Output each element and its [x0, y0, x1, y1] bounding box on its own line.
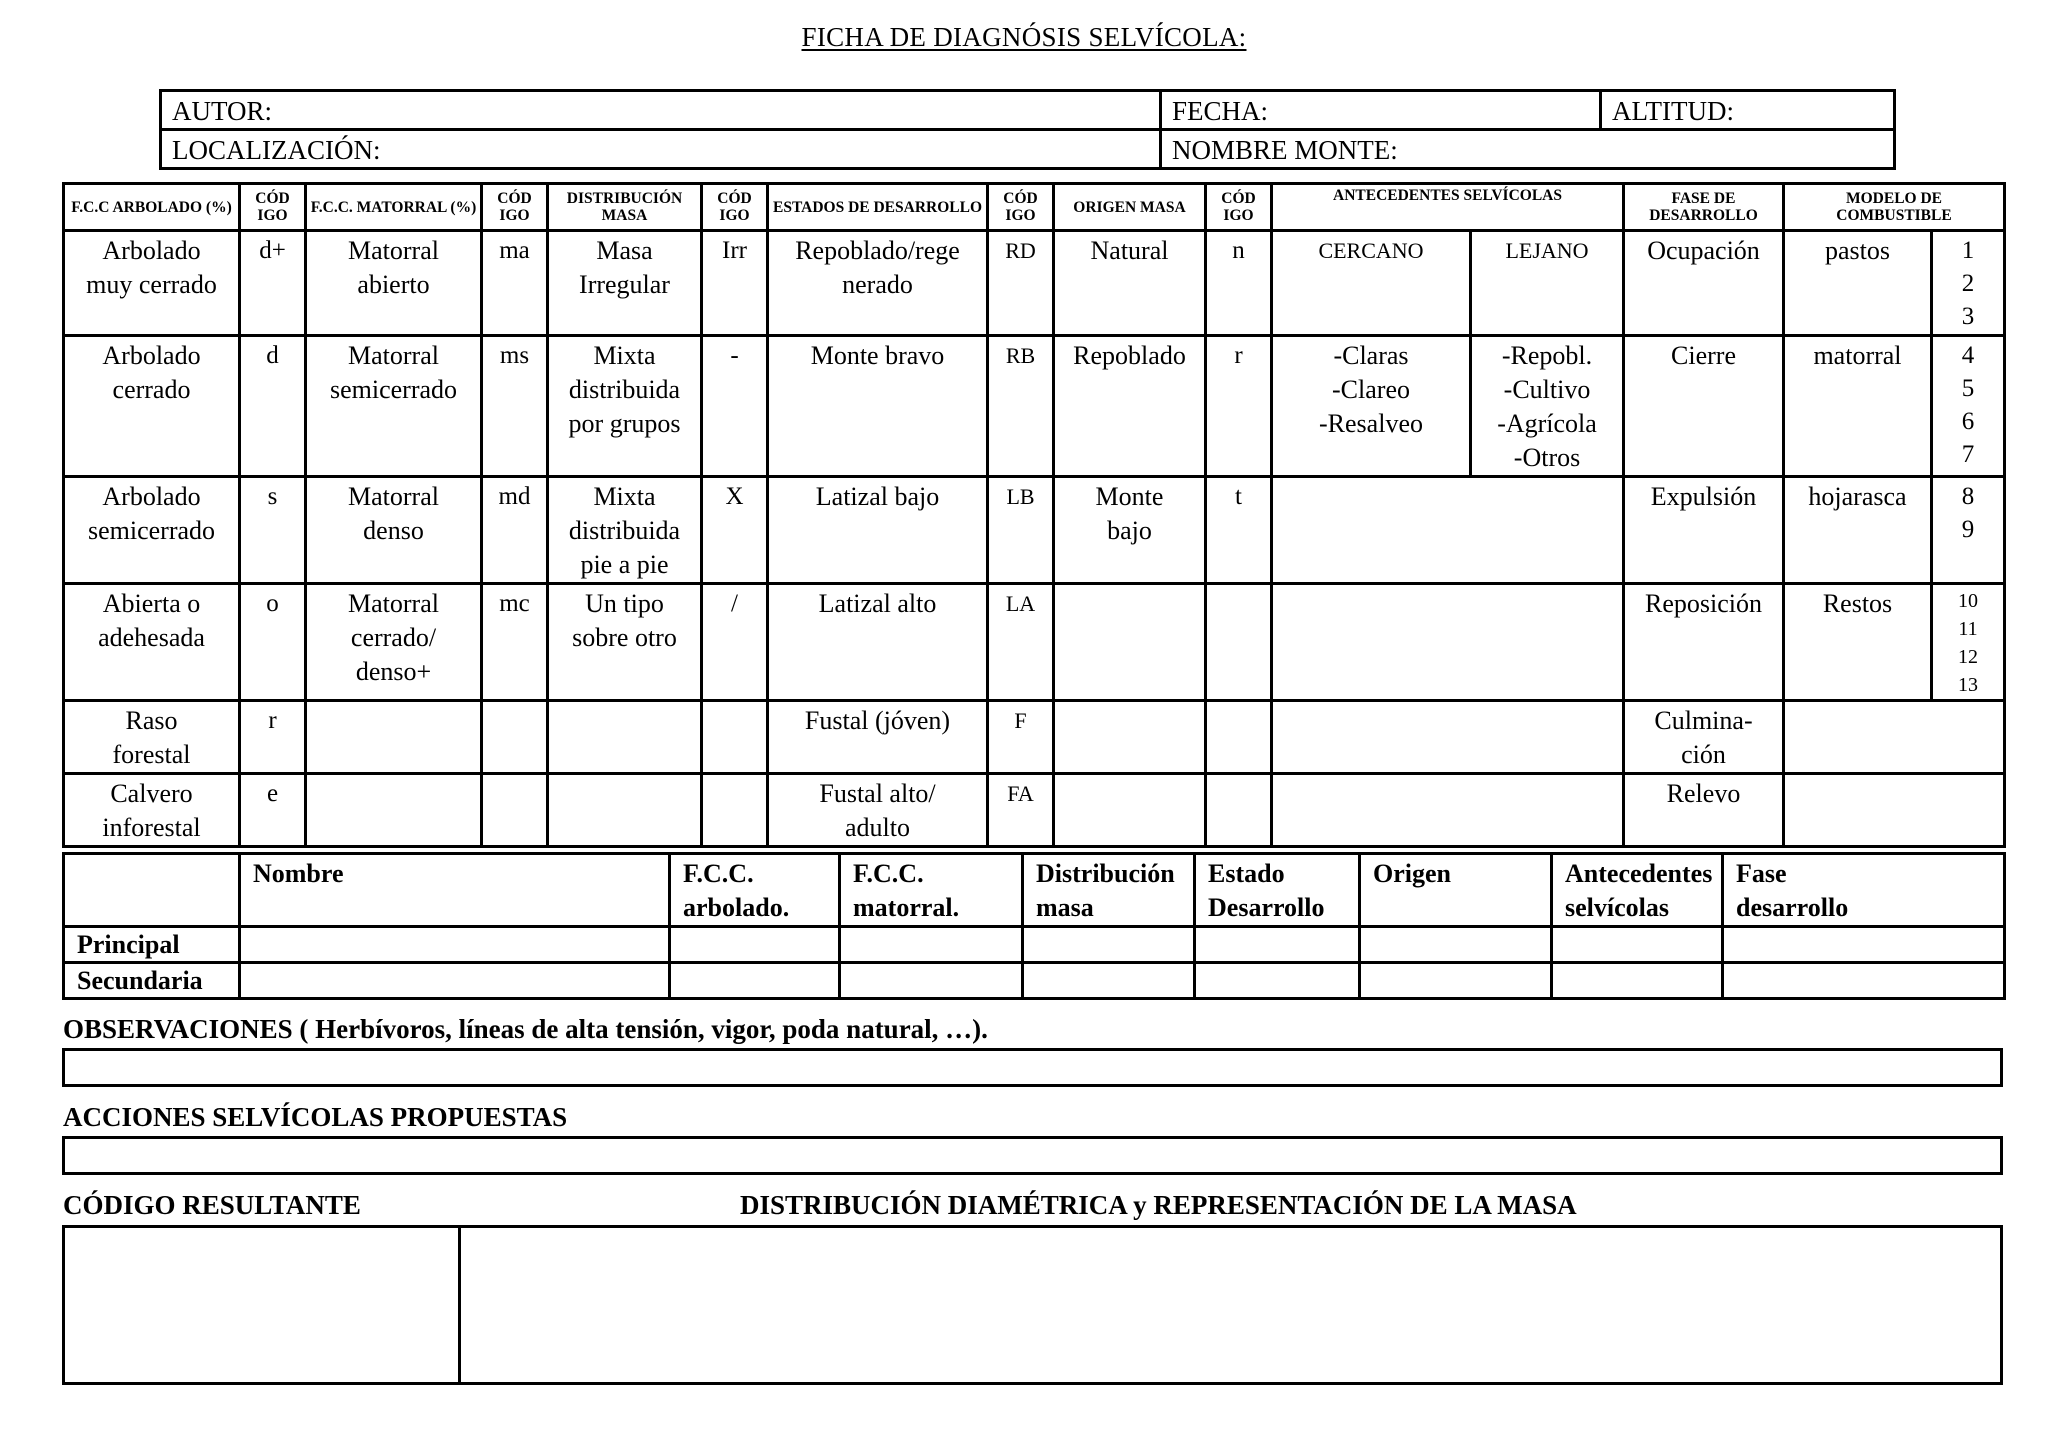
localizacion-field[interactable]: LOCALIZACIÓN:: [161, 130, 1161, 169]
cell-line: pie a pie: [580, 550, 669, 579]
cell-line: Matorral: [348, 341, 439, 370]
species-input-cell[interactable]: [240, 927, 670, 963]
cell-line: Irregular: [579, 270, 670, 299]
form-title: FICHA DE DIAGNÓSIS SELVÍCOLA:: [801, 22, 1247, 52]
modelo-numbers-cell: [1932, 231, 2005, 336]
cell-line: 2: [1961, 270, 1975, 297]
cell-line: Repoblado/rege: [795, 236, 960, 265]
cell-line: denso+: [355, 657, 432, 686]
codigo-cell: ma: [482, 231, 548, 336]
header-antecedentes: ANTECEDENTES SELVÍCOLAS: [1272, 184, 1624, 231]
distribucion-cell: [548, 231, 702, 336]
cell-line: Estado: [1208, 859, 1285, 888]
codigo-cell: -: [702, 336, 768, 477]
arbolado-cell: [64, 701, 240, 774]
cell-line: Abierta o: [102, 589, 201, 618]
cell-line: bajo: [1107, 516, 1152, 545]
cell-line: ción: [1681, 740, 1726, 769]
cell-line: Matorral: [348, 482, 439, 511]
cell-line: 8: [1961, 483, 1975, 510]
antecedentes-cell: [1272, 774, 1624, 847]
species-input-cell[interactable]: [1195, 927, 1360, 963]
distribucion-diametrica-box[interactable]: [458, 1225, 2003, 1385]
cell-line: F.C.C.: [853, 859, 924, 888]
matorral-cell: [306, 584, 482, 701]
observaciones-label: OBSERVACIONES ( Herbívoros, líneas de alta tensión, vigor, poda natural, …).: [63, 1014, 988, 1044]
species-row-label: Secundaria: [64, 963, 240, 999]
codes-table-header: [64, 184, 2005, 231]
codigo-cell: X: [702, 477, 768, 584]
modelo-numbers-cell: [1932, 584, 2005, 701]
codigo-cell: [1206, 701, 1272, 774]
codigo-cell: F: [988, 701, 1054, 774]
codigo-cell: [1206, 774, 1272, 847]
codigo-resultante-label: CÓDIGO RESULTANTE: [63, 1190, 361, 1220]
cell-line: Mixta: [593, 482, 656, 511]
antecedentes-cell: [1272, 477, 1624, 584]
species-header-cell: [670, 854, 840, 927]
header-codigo: CÓD IGO: [1206, 184, 1272, 231]
autor-field[interactable]: AUTOR:: [161, 91, 1161, 130]
species-input-cell[interactable]: [1552, 963, 1723, 999]
cell-line: masa: [1036, 893, 1094, 922]
cell-line: Arbolado: [102, 482, 201, 511]
distribucion-cell: [548, 336, 702, 477]
cell-line: Expulsión: [1650, 482, 1757, 511]
species-header-cell: [840, 854, 1023, 927]
species-row-label: Principal: [64, 927, 240, 963]
estado-cell: [768, 701, 988, 774]
cell-line: Calvero: [110, 779, 193, 808]
cell-line: distribuida: [568, 516, 681, 545]
cell-line: Fustal alto/: [819, 779, 936, 808]
codigo-cell: LA: [988, 584, 1054, 701]
species-table: [62, 852, 2006, 1000]
cell-line: selvícolas: [1565, 893, 1670, 922]
cell-line: Matorral: [348, 589, 439, 618]
cell-line: Monte: [1095, 482, 1164, 511]
species-header-cell: [240, 854, 670, 927]
species-input-cell[interactable]: [840, 963, 1023, 999]
origen-cell: [1054, 336, 1206, 477]
cell-line: Mixta: [593, 341, 656, 370]
cell-line: Reposición: [1645, 589, 1762, 618]
fase-cell: [1624, 701, 1784, 774]
codigo-cell: LB: [988, 477, 1054, 584]
header-fcc-arbolado: F.C.C ARBOLADO (%): [64, 184, 240, 231]
species-input-cell[interactable]: [1360, 963, 1552, 999]
header-origen: ORIGEN MASA: [1054, 184, 1206, 231]
estado-cell: [768, 584, 988, 701]
cell-line: 12: [1958, 646, 1978, 668]
cell-line: Arbolado: [102, 236, 201, 265]
cell-line: matorral.: [853, 893, 960, 922]
arbolado-cell: [64, 774, 240, 847]
codes-table-row: [64, 477, 2005, 584]
modelo-cell: hojarasca: [1784, 477, 1932, 584]
cell-line: F.C.C.: [683, 859, 754, 888]
cell-line: Natural: [1090, 236, 1169, 265]
header-codigo: CÓD IGO: [702, 184, 768, 231]
codigo-cell: RB: [988, 336, 1054, 477]
fecha-field[interactable]: FECHA:: [1161, 91, 1601, 130]
cell-line: denso: [363, 516, 424, 545]
cell-line: semicerrado: [87, 516, 216, 545]
cell-line: Monte bravo: [810, 341, 945, 370]
species-header-row: [64, 854, 2005, 927]
species-input-cell[interactable]: [1723, 963, 2005, 999]
altitud-field[interactable]: ALTITUD:: [1601, 91, 1895, 130]
cell-line: inforestal: [102, 813, 201, 842]
cell-line: forestal: [112, 740, 191, 769]
origen-cell: [1054, 231, 1206, 336]
cell-line: -Resalveo: [1319, 409, 1423, 438]
species-header-cell: [1723, 854, 2005, 927]
fase-cell: [1624, 336, 1784, 477]
header-estados: ESTADOS DE DESARROLLO: [768, 184, 988, 231]
cell-line: 5: [1961, 375, 1975, 402]
cell-line: Fustal (jóven): [804, 706, 951, 735]
acciones-label: ACCIONES SELVÍCOLAS PROPUESTAS: [63, 1102, 568, 1132]
estado-cell: [768, 477, 988, 584]
antecedentes-cell: [1272, 584, 1624, 701]
cell-line: arbolado.: [683, 893, 790, 922]
matorral-cell: [306, 336, 482, 477]
codigo-cell: o: [240, 584, 306, 701]
species-header-cell: [1552, 854, 1723, 927]
cell-line: Repoblado: [1073, 341, 1186, 370]
codes-table-row: [64, 584, 2005, 701]
matorral-cell: [306, 477, 482, 584]
cell-line: Un tipo: [585, 589, 664, 618]
codigo-cell: Irr: [702, 231, 768, 336]
cell-line: Raso: [125, 706, 178, 735]
fase-cell: [1624, 231, 1784, 336]
codigo-cell: md: [482, 477, 548, 584]
cell-line: Latizal bajo: [815, 482, 940, 511]
cell-line: 4: [1961, 342, 1975, 369]
cell-line: Desarrollo: [1208, 893, 1325, 922]
codigo-cell: FA: [988, 774, 1054, 847]
cell-line: -Claras: [1333, 341, 1409, 370]
codigo-cell: RD: [988, 231, 1054, 336]
distribucion-cell: [548, 584, 702, 701]
species-input-cell[interactable]: [1552, 927, 1723, 963]
cell-line: cerrado: [112, 375, 191, 404]
modelo-cell: [1784, 774, 2005, 847]
arbolado-cell: [64, 336, 240, 477]
cell-line: 9: [1961, 516, 1975, 543]
estado-cell: [768, 774, 988, 847]
codigo-cell: [702, 774, 768, 847]
cell-line: Latizal alto: [818, 589, 937, 618]
cell-line: adulto: [845, 813, 910, 842]
cell-line: 10: [1958, 590, 1978, 612]
species-input-cell[interactable]: [840, 927, 1023, 963]
species-header-cell: [1360, 854, 1552, 927]
species-input-cell[interactable]: [1723, 927, 2005, 963]
antecedente-cercano-cell: [1272, 231, 1471, 336]
cell-line: Ocupación: [1647, 236, 1760, 265]
distribucion-cell: [548, 774, 702, 847]
codes-table-row: [64, 701, 2005, 774]
cell-line: 6: [1961, 408, 1975, 435]
cell-line: Arbolado: [102, 341, 201, 370]
cell-line: abierto: [357, 270, 430, 299]
arbolado-cell: [64, 477, 240, 584]
species-row: [64, 963, 2005, 999]
arbolado-cell: [64, 584, 240, 701]
matorral-cell: [306, 701, 482, 774]
codigo-cell: d+: [240, 231, 306, 336]
cell-line: -Otros: [1513, 443, 1581, 472]
modelo-cell: pastos: [1784, 231, 1932, 336]
cell-line: muy cerrado: [86, 270, 217, 299]
codigo-cell: mc: [482, 584, 548, 701]
nombre-monte-field[interactable]: NOMBRE MONTE:: [1161, 130, 1895, 169]
cell-line: 1: [1961, 237, 1975, 264]
cell-line: por grupos: [568, 409, 681, 438]
cell-line: Matorral: [348, 236, 439, 265]
header-codigo: CÓD IGO: [482, 184, 548, 231]
modelo-numbers-cell: [1932, 477, 2005, 584]
cell-line: -Repobl.: [1501, 341, 1593, 370]
modelo-cell: [1784, 701, 2005, 774]
origen-cell: [1054, 774, 1206, 847]
cell-line: LEJANO: [1505, 238, 1589, 263]
codes-table: [62, 182, 2006, 848]
codigo-cell: d: [240, 336, 306, 477]
codes-table-row: [64, 336, 2005, 477]
codigo-cell: n: [1206, 231, 1272, 336]
header-modelo: MODELO DE COMBUSTIBLE: [1784, 184, 2005, 231]
cell-line: nerado: [842, 270, 913, 299]
antecedentes-cell: [1272, 701, 1624, 774]
codigo-cell: s: [240, 477, 306, 584]
header-box: [159, 89, 1896, 170]
species-input-cell[interactable]: [1360, 927, 1552, 963]
origen-cell: [1054, 701, 1206, 774]
species-input-cell[interactable]: [1195, 963, 1360, 999]
species-corner-cell: [64, 854, 240, 927]
origen-cell: [1054, 584, 1206, 701]
cell-line: Fase: [1736, 859, 1787, 888]
species-input-cell[interactable]: [1023, 927, 1195, 963]
estado-cell: [768, 231, 988, 336]
codigo-cell: e: [240, 774, 306, 847]
modelo-numbers-cell: [1932, 336, 2005, 477]
cell-line: 3: [1961, 303, 1975, 330]
codigo-cell: r: [240, 701, 306, 774]
species-row: [64, 927, 2005, 963]
antecedente-lejano-cell: [1471, 231, 1624, 336]
cell-line: CERCANO: [1318, 238, 1424, 263]
codes-table-row: [64, 231, 2005, 336]
cell-line: sobre otro: [572, 623, 677, 652]
cell-line: Masa: [596, 236, 653, 265]
fase-cell: [1624, 477, 1784, 584]
header-codigo: CÓD IGO: [988, 184, 1054, 231]
cell-line: Origen: [1373, 859, 1452, 888]
estado-cell: [768, 336, 988, 477]
codigo-cell: [482, 701, 548, 774]
matorral-cell: [306, 774, 482, 847]
cell-line: Culmina-: [1654, 706, 1753, 735]
distribucion-cell: [548, 701, 702, 774]
species-input-cell[interactable]: [240, 963, 670, 999]
codigo-cell: r: [1206, 336, 1272, 477]
distribucion-cell: [548, 477, 702, 584]
acciones-box[interactable]: [62, 1136, 2003, 1175]
cell-line: Nombre: [253, 859, 344, 888]
fase-cell: [1624, 584, 1784, 701]
cell-line: cerrado/: [350, 623, 437, 652]
cell-line: adehesada: [98, 623, 205, 652]
cell-line: -Agrícola: [1497, 409, 1597, 438]
codigo-cell: [702, 701, 768, 774]
species-input-cell[interactable]: [670, 927, 840, 963]
cell-line: Distribución: [1036, 859, 1175, 888]
header-fcc-matorral: F.C.C. MATORRAL (%): [306, 184, 482, 231]
cell-line: desarrollo: [1736, 893, 1849, 922]
codigo-cell: /: [702, 584, 768, 701]
species-input-cell[interactable]: [1023, 963, 1195, 999]
header-codigo: CÓD IGO: [240, 184, 306, 231]
codes-table-row: [64, 774, 2005, 847]
codigo-cell: [1206, 584, 1272, 701]
cell-line: 11: [1958, 618, 1978, 640]
codigo-cell: t: [1206, 477, 1272, 584]
header-distribucion: DISTRIBUCIÓN MASA: [548, 184, 702, 231]
arbolado-cell: [64, 231, 240, 336]
cell-line: semicerrado: [329, 375, 458, 404]
fase-cell: [1624, 774, 1784, 847]
cell-line: 13: [1958, 674, 1978, 696]
cell-line: Cierre: [1671, 341, 1736, 370]
species-input-cell[interactable]: [670, 963, 840, 999]
cell-line: Antecedentes: [1565, 859, 1713, 888]
antecedente-cercano-cell: [1272, 336, 1471, 477]
matorral-cell: [306, 231, 482, 336]
species-header-cell: [1195, 854, 1360, 927]
cell-line: -Clareo: [1332, 375, 1410, 404]
origen-cell: [1054, 477, 1206, 584]
cell-line: distribuida: [568, 375, 681, 404]
modelo-cell: matorral: [1784, 336, 1932, 477]
codigo-cell: ms: [482, 336, 548, 477]
distribucion-diametrica-label: DISTRIBUCIÓN DIAMÉTRICA y REPRESENTACIÓN DE LA MASA: [740, 1190, 1577, 1220]
header-fase: FASE DE DESARROLLO: [1624, 184, 1784, 231]
antecedente-lejano-cell: [1471, 336, 1624, 477]
cell-line: -Cultivo: [1503, 375, 1591, 404]
cell-line: Relevo: [1666, 779, 1741, 808]
cell-line: 7: [1961, 441, 1975, 468]
observaciones-box[interactable]: [62, 1048, 2003, 1087]
modelo-cell: Restos: [1784, 584, 1932, 701]
codigo-cell: [482, 774, 548, 847]
species-header-cell: [1023, 854, 1195, 927]
codigo-resultante-box[interactable]: [62, 1225, 461, 1385]
